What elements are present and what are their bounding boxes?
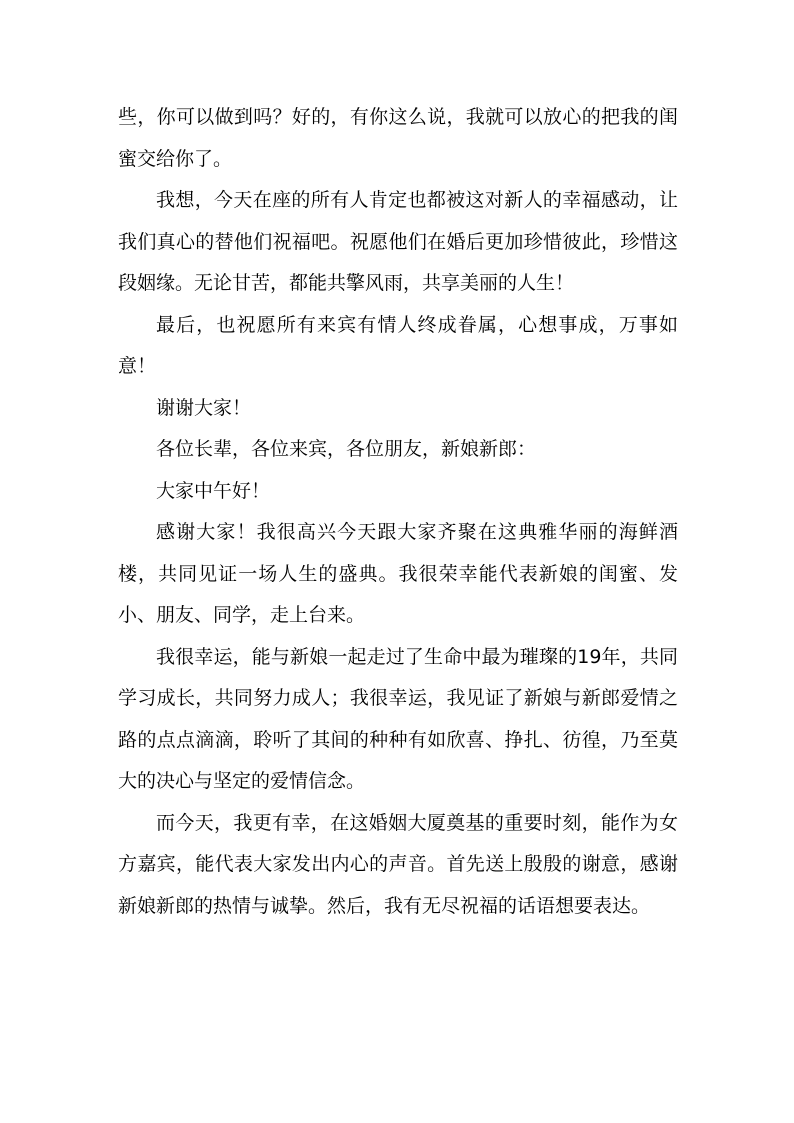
paragraph-2: 我想，今天在座的所有人肯定也都被这对新人的幸福感动，让我们真心的替他们祝福吧。祝愿他们在婚后更加珍惜彼此，珍惜这段姻缘。无论甘苦，都能共擎风雨，共享美丽的人生！ <box>118 189 678 294</box>
paragraph-7: 感谢大家！我很高兴今天跟大家齐聚在这典雅华丽的海鲜酒楼，共同见证一场人生的盛典。我很荣幸能代表新娘的闺蜜、发小、朋友、同学，走上台来。 <box>118 521 678 626</box>
paragraph-4: 谢谢大家！ <box>156 396 252 419</box>
document-body <box>118 97 678 927</box>
paragraph-9: 而今天，我更有幸，在这婚姻大厦奠基的重要时刻，能作为女方嘉宾，能代表大家发出内心的声音。首先送上殷殷的谢意，感谢新娘新郎的热情与诚挚。然后，我有无尽祝福的话语想要表达。 <box>118 811 678 917</box>
paragraph-8: 我很幸运，能与新娘一起走过了生命中最为璀璨的19年，共同学习成长，共同努力成人；我很幸运，我见证了新娘与新郎爱情之路的点点滴滴，聆听了其间的种种有如欣喜、挣扎、彷徨，乃至莫大的决心与坚定的爱情信念。 <box>118 645 678 792</box>
paragraph-1: 些，你可以做到吗？好的，有你这么说，我就可以放心的把我的闺蜜交给你了。 <box>118 106 678 170</box>
paragraph-5: 各位长辈，各位来宾，各位朋友，新娘新郎： <box>156 438 537 460</box>
paragraph-3: 最后，也祝愿所有来宾有情人终成眷属，心想事成，万事如意！ <box>118 313 678 377</box>
paragraph-6: 大家中午好！ <box>156 479 271 502</box>
